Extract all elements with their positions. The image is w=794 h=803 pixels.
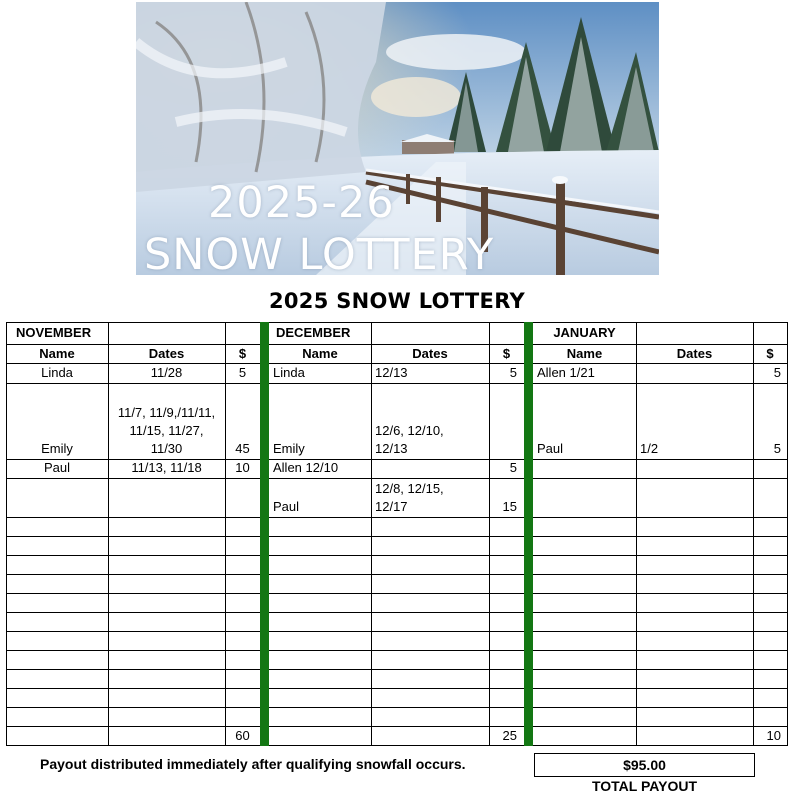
january-amount-header: $ (766, 346, 774, 361)
payout-note: Payout distributed immediately after qualifying snowfall occurs. (40, 756, 466, 772)
december-row-3-name: Allen 12/10 (273, 460, 339, 475)
page-title: 2025 SNOW LOTTERY (268, 289, 526, 313)
december-row-1-amount: 5 (509, 365, 517, 380)
january-header: JANUARY (553, 325, 616, 340)
november-december-divider (260, 322, 269, 746)
january-row-2-name: Paul (537, 441, 564, 456)
december-header: DECEMBER (276, 325, 351, 340)
banner-year: 2025-26 (208, 178, 395, 228)
november-amount-header: $ (238, 346, 247, 361)
november-row-3-name: Paul (43, 460, 71, 475)
december-row-2-name: Emily (273, 441, 305, 456)
december-name-header: Name (302, 346, 338, 361)
january-row-2-dates: 1/2 (640, 441, 659, 456)
january-row-1-amount: 5 (773, 365, 781, 380)
november-name-header: Name (39, 346, 75, 361)
november-row-3-amount: 10 (235, 460, 250, 475)
january-total: 10 (766, 728, 781, 743)
january-name-header: Name (566, 346, 603, 361)
banner-lottery-name: SNOW LOTTERY (144, 230, 495, 275)
december-row-4-amount: 15 (502, 499, 517, 514)
total-payout-label: TOTAL PAYOUT (591, 778, 697, 794)
december-row-4-dates: 12/8, 12/15, 12/17 (375, 481, 444, 514)
november-row-1-amount: 5 (238, 365, 247, 380)
december-row-3-amount: 5 (509, 460, 517, 475)
december-amount-header: $ (502, 346, 511, 361)
november-total: 60 (235, 728, 250, 743)
december-dates-header: Dates (412, 346, 448, 361)
november-header: NOVEMBER (16, 325, 92, 340)
december-row-1-name: Linda (273, 365, 305, 380)
november-row-2-dates: 11/7, 11/9,/11/11, 11/15, 11/27, 11/30 (117, 405, 216, 456)
december-row-2-dates: 12/6, 12/10, 12/13 (375, 423, 444, 456)
november-row-3-dates: 11/13, 11/18 (131, 460, 202, 475)
december-january-divider (524, 322, 533, 746)
november-row-2-name: Emily (41, 441, 73, 456)
november-dates-header: Dates (148, 346, 185, 361)
snow-banner-image (136, 2, 659, 275)
december-row-1-dates: 12/13 (375, 365, 408, 380)
december-total: 25 (502, 728, 517, 743)
november-row-1-name: Linda (41, 365, 73, 380)
total-payout-value: $95.00 (534, 753, 755, 777)
lottery-table (6, 322, 788, 746)
january-dates-header: Dates (676, 346, 713, 361)
november-row-2-amount: 45 (235, 441, 250, 456)
november-row-1-dates: 11/28 (150, 365, 183, 380)
december-row-4-name: Paul (273, 499, 300, 514)
january-row-1-name: Allen 1/21 (537, 365, 595, 380)
january-row-2-amount: 5 (773, 441, 781, 456)
